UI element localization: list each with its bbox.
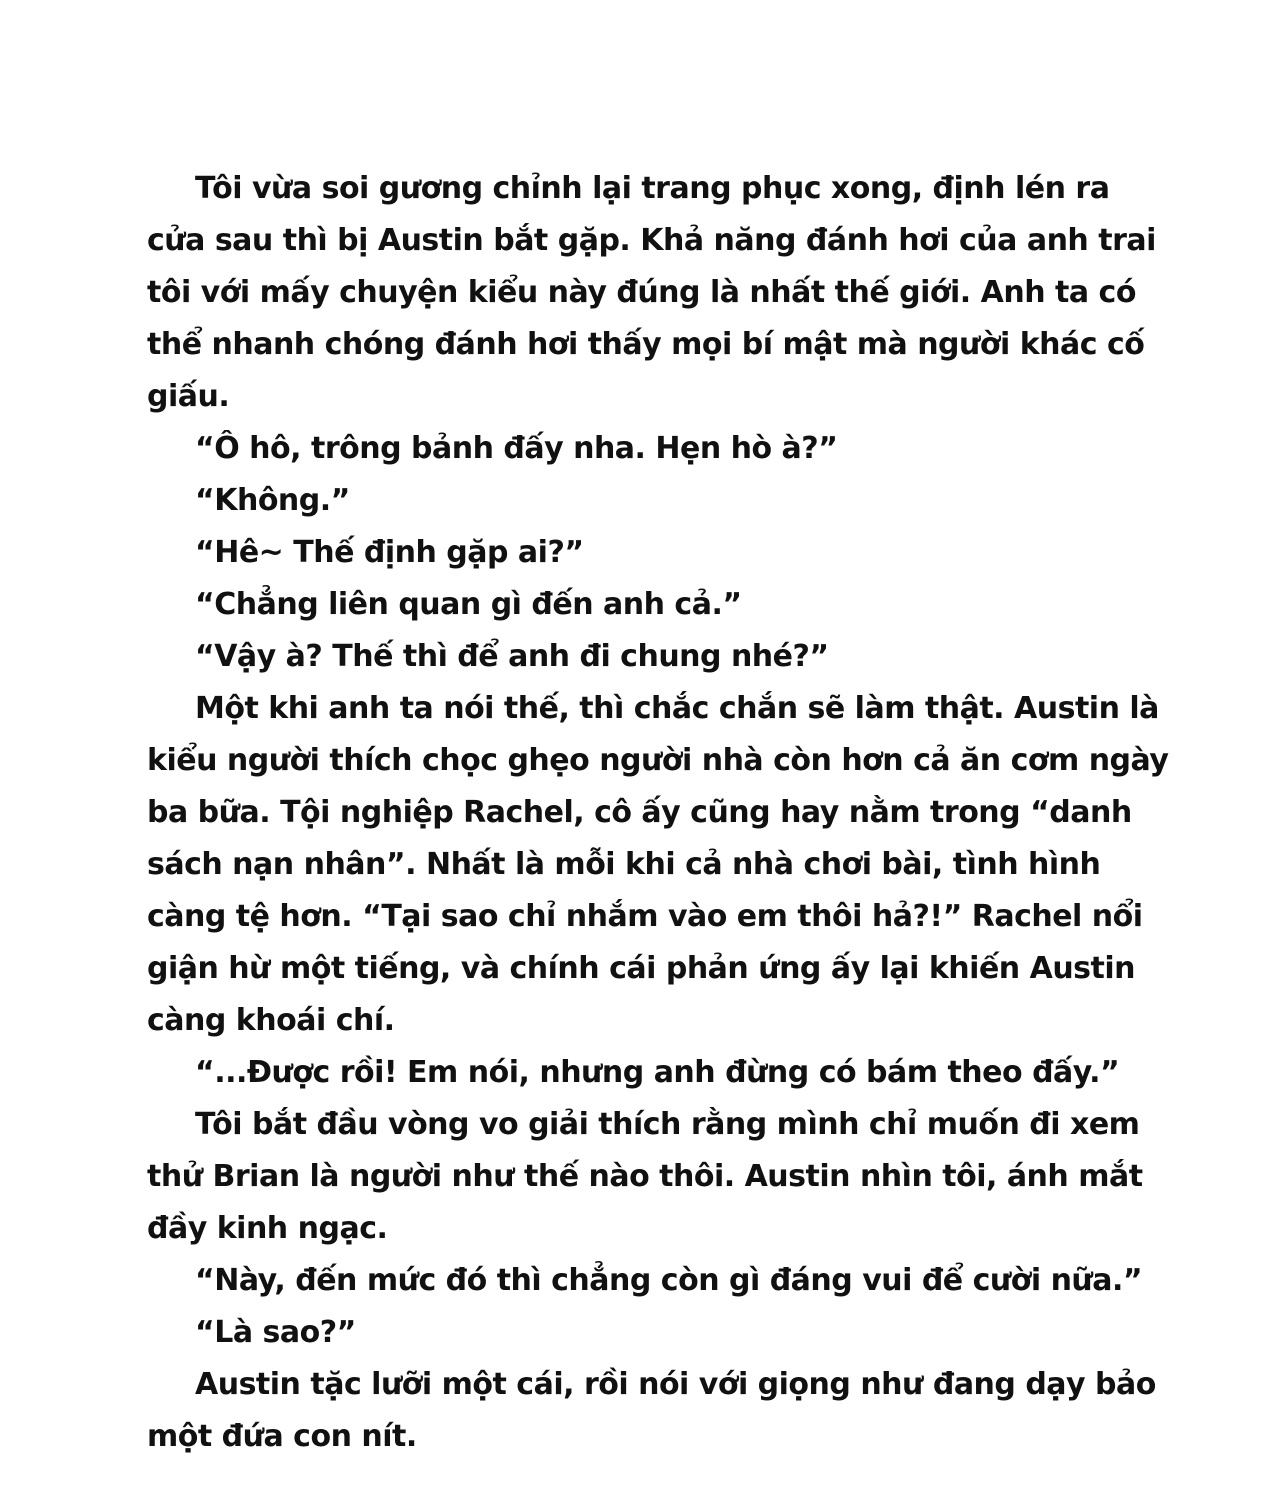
paragraph: Tôi bắt đầu vòng vo giải thích rằng mình chỉ muốn đi xem thử Brian là người như thế nào thôi. Austin nhìn tôi, ánh mắt đầy kinh ngạc. — [147, 1107, 1143, 1246]
dialogue-line: “Là sao?” — [195, 1315, 356, 1350]
story-text — [147, 163, 1177, 1463]
dialogue-line: “...Được rồi! Em nói, nhưng anh đừng có bám theo đấy.” — [195, 1055, 1120, 1090]
paragraph: Một khi anh ta nói thế, thì chắc chắn sẽ làm thật. Austin là kiểu người thích chọc ghẹo người nhà còn hơn cả ăn cơm ngày ba bữa. Tội nghiệp Rachel, cô ấy cũng hay nằm trong “danh sách nạn nhân”. Nhất là mỗi khi cả nhà chơi bài, tình hình càng tệ hơn. “Tại sao chỉ nhắm vào em thôi hả?!” Rachel nổi giận hừ một tiếng, và chính cái phản ứng ấy lại khiến Austin càng khoái chí. — [147, 691, 1169, 1038]
paragraph: Tôi vừa soi gương chỉnh lại trang phục xong, định lén ra cửa sau thì bị Austin bắt gặp. Khả năng đánh hơi của anh trai tôi với mấy chuyện kiểu này đúng là nhất thế giới. Anh ta có thể nhanh chóng đánh hơi thấy mọi bí mật mà người khác cố giấu. — [147, 171, 1156, 414]
dialogue-line: “Vậy à? Thế thì để anh đi chung nhé?” — [195, 639, 829, 674]
dialogue-line: “Chẳng liên quan gì đến anh cả.” — [195, 587, 742, 622]
dialogue-line: “Không.” — [195, 483, 350, 518]
dialogue-line: “Ô hô, trông bảnh đấy nha. Hẹn hò à?” — [195, 431, 838, 466]
dialogue-line: “Hê~ Thế định gặp ai?” — [195, 535, 584, 570]
dialogue-line: “Này, đến mức đó thì chẳng còn gì đáng vui để cười nữa.” — [195, 1263, 1143, 1298]
paragraph: Austin tặc lưỡi một cái, rồi nói với giọng như đang dạy bảo một đứa con nít. — [147, 1367, 1156, 1454]
